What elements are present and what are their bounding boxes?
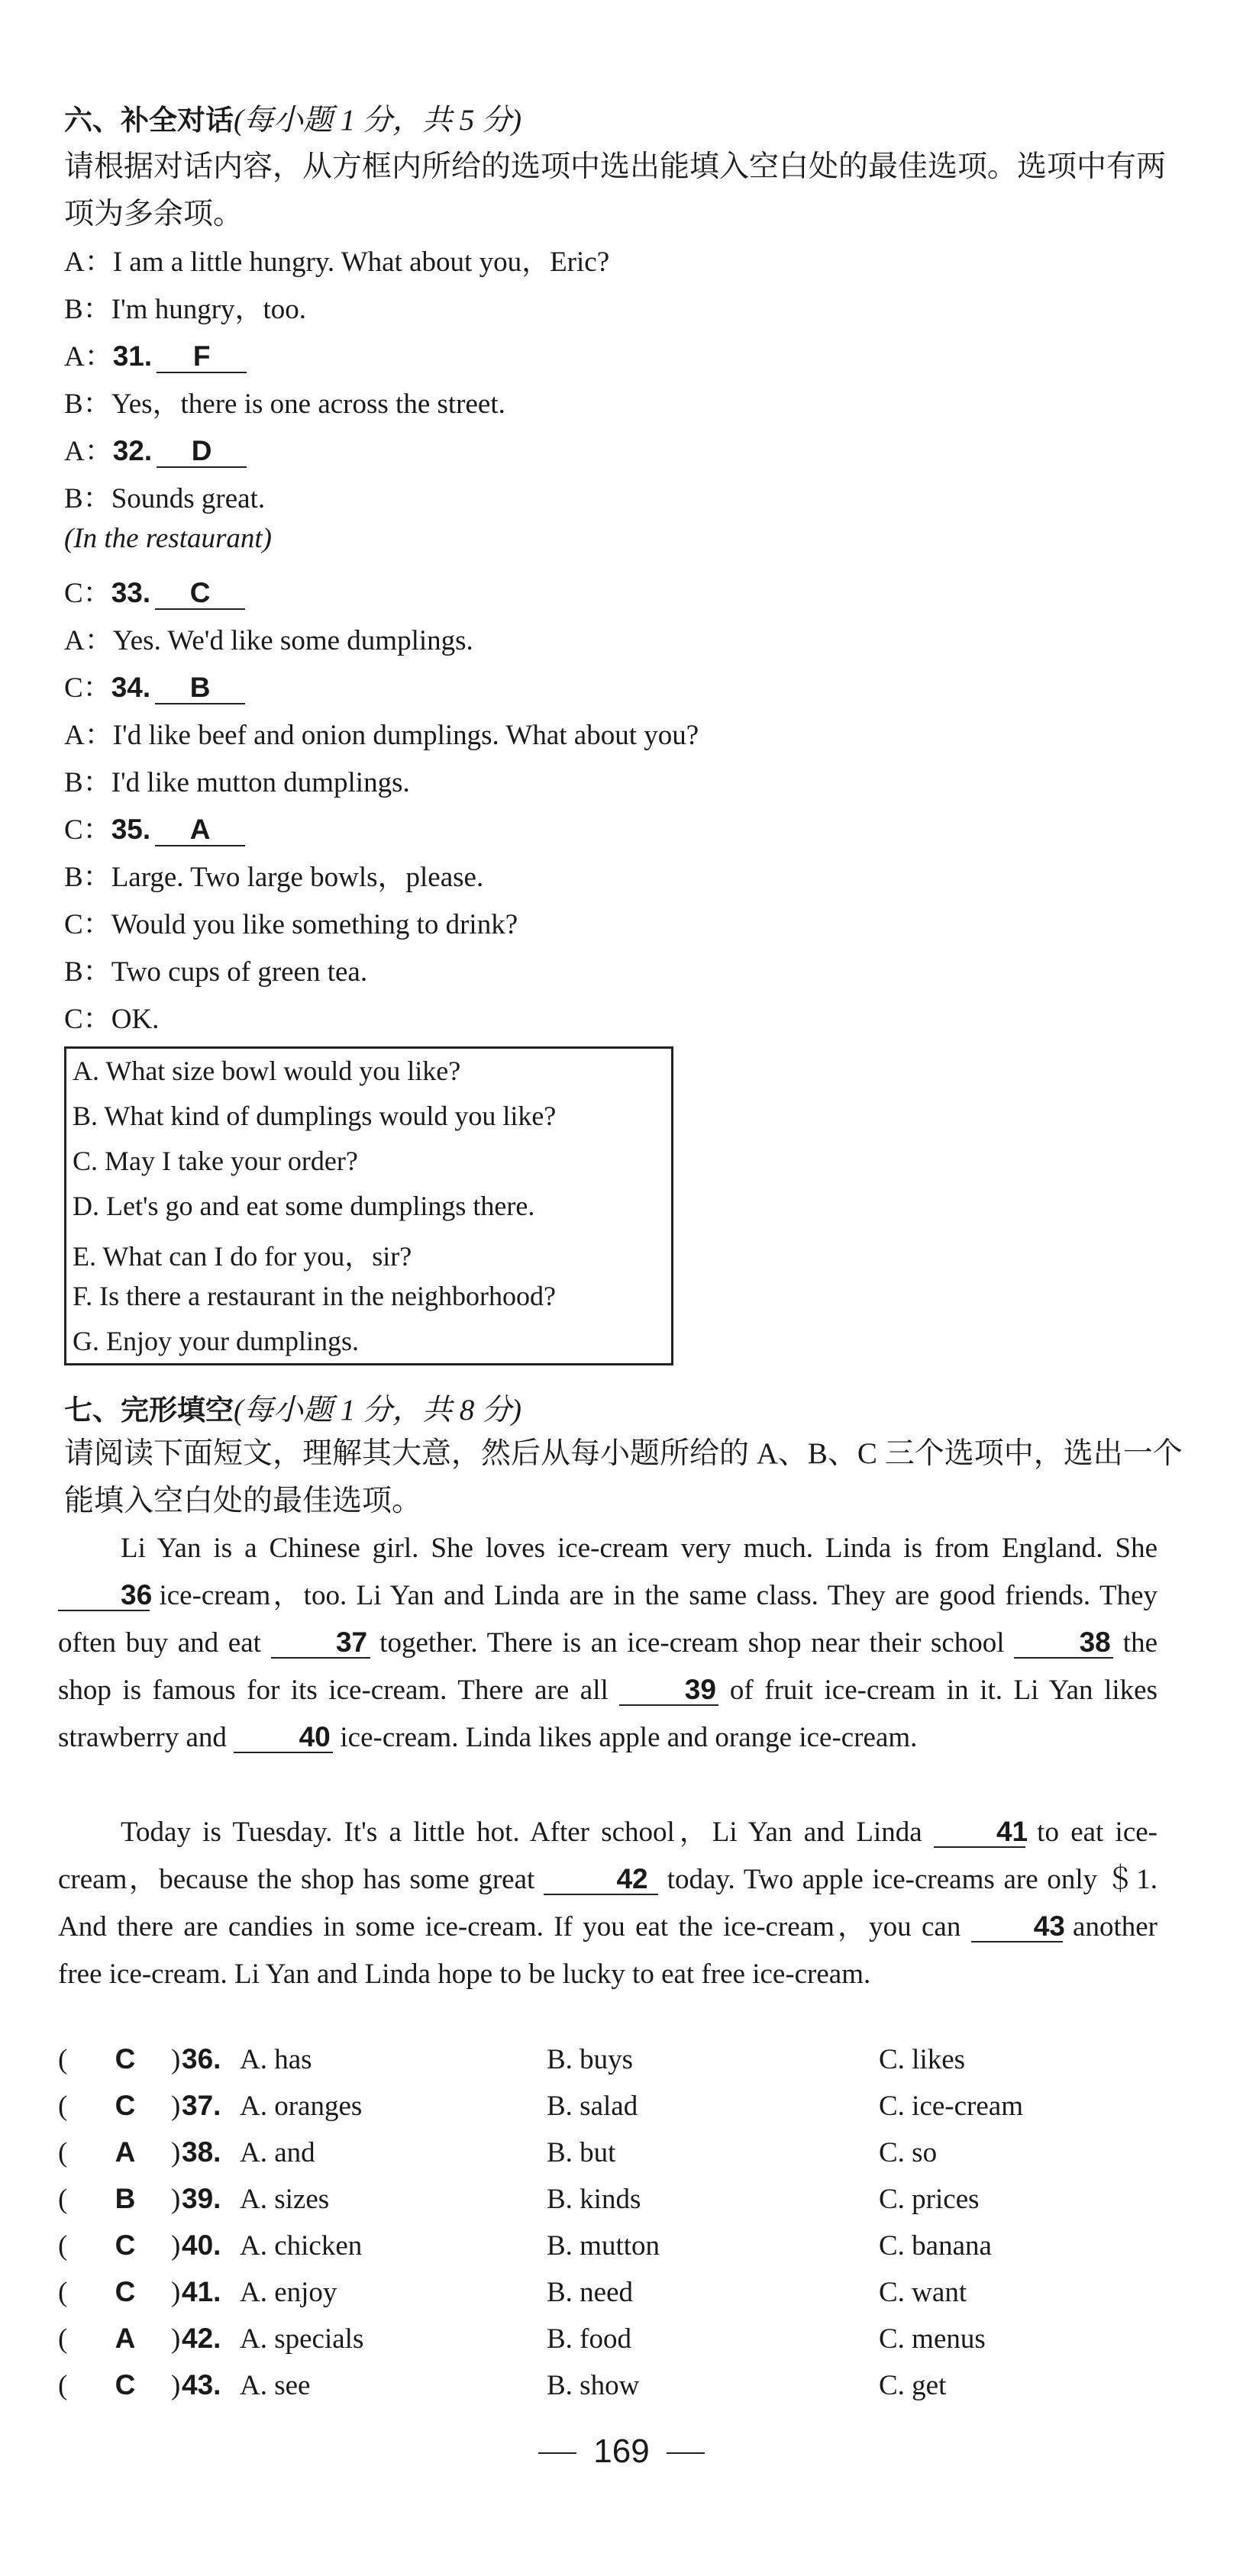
dialogue-text: Sounds great. xyxy=(111,483,266,514)
question-answer: C xyxy=(115,2229,136,2261)
option-a: A. oranges xyxy=(240,2091,363,2122)
dialogue-text: Yes. We'd like some dumplings. xyxy=(112,625,473,656)
question-answer: C xyxy=(115,2090,136,2121)
scene-note xyxy=(64,522,272,555)
scene-note-text: (In the restaurant) xyxy=(64,523,272,554)
dialogue-line xyxy=(64,569,245,611)
passage-text: Li Yan is a Chinese girl. She loves ice-cream very much. Linda is from England. She xyxy=(121,1533,1157,1564)
answer-blank: B xyxy=(155,672,245,704)
answer-blank: A xyxy=(155,814,245,846)
passage-paragraph-2 xyxy=(58,1809,1157,1998)
section7-points: (每小题 1 分，共 8 分) xyxy=(234,1394,521,1427)
answer-blank: D xyxy=(157,436,247,468)
question-number: 35. xyxy=(111,814,151,845)
open-paren: ( xyxy=(58,2323,68,2355)
close-paren: ) xyxy=(171,2230,181,2262)
section7-title: 七、完形填空 xyxy=(64,1394,234,1427)
speaker-label: B： xyxy=(64,483,111,514)
page-number-footer xyxy=(0,2433,1243,2471)
passage-blank: 41 xyxy=(934,1817,1025,1848)
open-paren: ( xyxy=(58,2137,68,2168)
question-number: 38. xyxy=(182,2136,221,2168)
passage-text: of fruit ice-cream in it. Li Yan likes strawberry and xyxy=(58,1675,1157,1753)
option-item: E. What can I do for you，sir? xyxy=(73,1241,412,1272)
close-paren: ) xyxy=(171,2323,181,2355)
dialogue-line xyxy=(64,427,247,469)
option-b: B. need xyxy=(547,2277,634,2308)
speaker-label: A： xyxy=(64,341,113,372)
question-answer: C xyxy=(115,2276,136,2307)
dialogue-line xyxy=(64,333,247,374)
dash-left xyxy=(538,2452,576,2454)
speaker-label: B： xyxy=(64,956,111,988)
speaker-label: C： xyxy=(64,909,111,940)
question-row xyxy=(58,2043,1203,2089)
speaker-label: A： xyxy=(64,436,113,467)
dialogue-line xyxy=(64,380,505,421)
option-item: G. Enjoy your dumplings. xyxy=(73,1326,359,1356)
dialogue-text: Would you like something to drink? xyxy=(111,909,518,940)
close-paren: ) xyxy=(171,2370,181,2401)
close-paren: ) xyxy=(171,2091,181,2122)
dialogue-text: I'd like beef and onion dumplings. What about you? xyxy=(112,720,699,751)
option-c: C. menus xyxy=(879,2323,986,2355)
question-row xyxy=(58,2229,1203,2275)
speaker-label: B： xyxy=(64,767,111,798)
passage-blank: 37 xyxy=(271,1628,370,1659)
question-row xyxy=(58,2323,1203,2368)
option-a: A. enjoy xyxy=(240,2277,337,2308)
section6-heading xyxy=(64,96,521,139)
open-paren: ( xyxy=(58,2044,68,2075)
dash-right xyxy=(667,2452,705,2454)
passage-blank: 43 xyxy=(971,1912,1063,1942)
question-number: 39. xyxy=(182,2183,221,2214)
speaker-label: C： xyxy=(64,578,111,609)
question-row xyxy=(58,2090,1203,2136)
option-a: A. has xyxy=(240,2044,312,2075)
page-number: 169 xyxy=(593,2433,650,2470)
dialogue-text: Large. Two large bowls，please. xyxy=(111,862,484,893)
option-b: B. show xyxy=(547,2370,640,2401)
question-row xyxy=(58,2183,1203,2229)
option-item: B. What kind of dumplings would you like? xyxy=(73,1101,557,1131)
speaker-label: A： xyxy=(64,720,113,751)
question-number: 43. xyxy=(182,2369,221,2400)
dialogue-text: I'd like mutton dumplings. xyxy=(111,767,410,798)
option-item: C. May I take your order? xyxy=(73,1146,358,1176)
close-paren: ) xyxy=(171,2137,181,2168)
option-item: D. Let's go and eat some dumplings there. xyxy=(73,1191,535,1221)
dialogue-line xyxy=(64,238,609,279)
section7-instruction: 请阅读下面短文，理解其大意，然后从每小题所给的 A、B、C 三个选项中，选出一个能填入空白处的最佳选项。 xyxy=(64,1437,1183,1517)
open-paren: ( xyxy=(58,2091,68,2122)
option-b: B. kinds xyxy=(547,2184,641,2215)
dialogue-line xyxy=(64,285,306,327)
question-number: 32. xyxy=(112,435,153,466)
speaker-label: C： xyxy=(64,814,111,846)
option-c: C. get xyxy=(879,2370,947,2401)
question-number: 31. xyxy=(112,340,153,372)
passage-blank: 39 xyxy=(619,1675,718,1706)
option-item: F. Is there a restaurant in the neighborhood? xyxy=(73,1281,556,1311)
options-box xyxy=(64,1046,673,1365)
question-answer: A xyxy=(115,2323,136,2354)
question-number: 41. xyxy=(182,2276,221,2307)
option-c: C. banana xyxy=(879,2230,992,2262)
dialogue-line xyxy=(64,664,245,705)
option-b: B. food xyxy=(547,2323,631,2355)
dialogue-line xyxy=(64,806,245,847)
passage-paragraph-1 xyxy=(58,1525,1157,1762)
option-a: A. see xyxy=(240,2370,311,2401)
passage-blank: 42 xyxy=(544,1865,658,1895)
dialogue-text: Two cups of green tea. xyxy=(111,956,368,988)
dialogue-line xyxy=(64,711,699,753)
speaker-label: B： xyxy=(64,388,111,420)
dialogue-text: Yes，there is one across the street. xyxy=(111,388,505,420)
question-number: 37. xyxy=(182,2090,221,2121)
dialogue-text: I'm hungry，too. xyxy=(111,294,307,325)
option-c: C. likes xyxy=(879,2044,966,2075)
option-b: B. salad xyxy=(547,2091,638,2122)
answer-blank: F xyxy=(157,341,247,373)
section6-title: 六、补全对话 xyxy=(64,104,234,137)
passage-blank: 40 xyxy=(234,1723,333,1753)
open-paren: ( xyxy=(58,2184,68,2215)
passage-text: ice-cream. Linda likes apple and orange ice-cream. xyxy=(333,1722,918,1753)
dialogue-text: I am a little hungry. What about you，Eric? xyxy=(112,247,610,278)
speaker-label: A： xyxy=(64,625,113,656)
section6-points: (每小题 1 分，共 5 分) xyxy=(234,104,521,137)
passage-blank: 36 xyxy=(58,1581,150,1611)
option-c: C. ice-cream xyxy=(879,2091,1023,2122)
question-number: 40. xyxy=(182,2229,221,2261)
question-answer: B xyxy=(115,2183,136,2214)
question-row xyxy=(58,2136,1203,2182)
option-a: A. sizes xyxy=(240,2184,330,2215)
option-a: A. specials xyxy=(240,2323,364,2355)
question-number: 36. xyxy=(182,2043,221,2075)
dialogue-line xyxy=(64,475,265,516)
dialogue-text: OK. xyxy=(111,1004,160,1035)
option-a: A. chicken xyxy=(240,2230,363,2262)
question-row xyxy=(58,2369,1203,2415)
passage-text: together. There is an ice-cream shop near their school xyxy=(370,1627,1015,1659)
speaker-label: C： xyxy=(64,1004,111,1035)
passage-text: another free ice-cream. Li Yan and Linda hope to be lucky to eat free ice-cream. xyxy=(58,1911,1157,1990)
question-number: 34. xyxy=(111,672,151,703)
close-paren: ) xyxy=(171,2044,181,2075)
option-c: C. want xyxy=(879,2277,967,2308)
passage-text: Today is Tuesday. It's a little hot. After school，Li Yan and Linda xyxy=(121,1817,934,1848)
close-paren: ) xyxy=(171,2277,181,2308)
dialogue-line xyxy=(64,948,367,989)
speaker-label: B： xyxy=(64,294,111,325)
passage-text: the shop is famous for its ice-cream. There are all xyxy=(58,1627,1158,1706)
dialogue-line xyxy=(64,995,159,1037)
dialogue-line xyxy=(64,853,483,895)
answer-blank: C xyxy=(155,578,245,610)
option-b: B. mutton xyxy=(547,2230,660,2262)
dialogue-line xyxy=(64,759,410,800)
speaker-label: C： xyxy=(64,672,111,704)
option-b: B. buys xyxy=(547,2044,634,2075)
dialogue-line xyxy=(64,901,518,942)
passage-blank: 38 xyxy=(1014,1628,1113,1659)
option-c: C. prices xyxy=(879,2184,980,2215)
question-number: 33. xyxy=(111,577,151,608)
question-answer: A xyxy=(115,2136,136,2168)
close-paren: ) xyxy=(171,2184,181,2215)
speaker-label: A： xyxy=(64,247,113,278)
question-answer: C xyxy=(115,2043,136,2075)
open-paren: ( xyxy=(58,2277,68,2308)
option-a: A. and xyxy=(240,2137,315,2168)
section6-instruction: 请根据对话内容，从方框内所给的选项中选出能填入空白处的最佳选项。选项中有两项为多余项。 xyxy=(64,150,1167,231)
speaker-label: B： xyxy=(64,862,111,893)
option-c: C. so xyxy=(879,2137,938,2168)
option-item: A. What size bowl would you like? xyxy=(73,1056,461,1086)
question-number: 42. xyxy=(182,2323,221,2354)
open-paren: ( xyxy=(58,2230,68,2262)
passage-text: to eat ice-cream，because the shop has some great xyxy=(58,1817,1158,1895)
dialogue-line xyxy=(64,617,473,658)
open-paren: ( xyxy=(58,2370,68,2401)
option-b: B. but xyxy=(547,2137,616,2168)
question-row xyxy=(58,2276,1203,2322)
passage-text: ice-cream，too. Li Yan and Linda are in the same class. They are good friends. They often buy and eat xyxy=(58,1580,1157,1659)
question-answer: C xyxy=(115,2369,136,2400)
passage-text: today. Two apple ice-creams are only ＄1. And there are candies in some ice-cream. If you eat the ice-cream，you can xyxy=(58,1864,1157,1942)
section7-heading xyxy=(64,1386,521,1429)
